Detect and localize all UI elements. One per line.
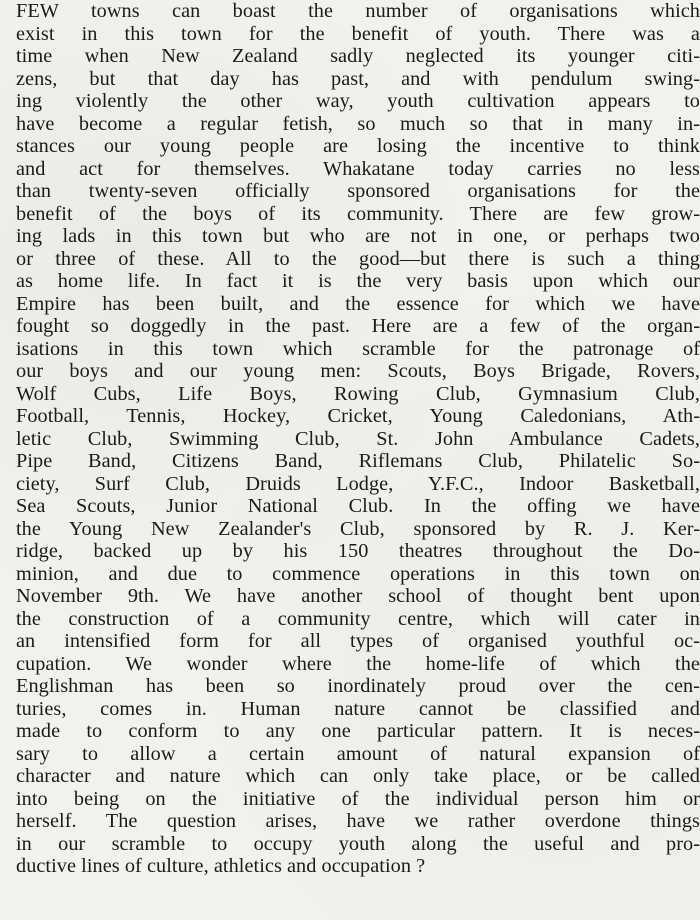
article-body bbox=[16, 0, 700, 878]
article-line: benefit of the boys of its community. There are few grow- bbox=[16, 202, 700, 225]
article-line: time when New Zealand sadly neglected its younger citi- bbox=[16, 45, 700, 67]
article-line: an intensified form for all types of organised youthful oc- bbox=[16, 630, 700, 652]
article-line: zens, but that day has past, and with pendulum swing- bbox=[16, 67, 700, 90]
article-line: ciety, Surf Club, Druids Lodge, Y.F.C., Indoor Basketball, bbox=[16, 472, 700, 495]
article-line: stances our young people are losing the incentive to think bbox=[16, 135, 700, 157]
article-line: the Young New Zealander's Club, sponsored by R. J. Ker- bbox=[16, 517, 700, 540]
article-line: isations in this town which scramble for the patronage of bbox=[16, 337, 700, 360]
article-line: made to conform to any one particular pattern. It is neces- bbox=[16, 720, 700, 742]
article-line: Football, Tennis, Hockey, Cricket, Young Caledonians, Ath- bbox=[16, 405, 700, 427]
article-line: fought so doggedly in the past. Here are a few of the organ- bbox=[16, 315, 700, 337]
article-line: ing lads in this town but who are not in one, or perhaps two bbox=[16, 225, 700, 247]
article-line: ing violently the other way, youth cultivation appears to bbox=[16, 90, 700, 112]
article-line: or three of these. All to the good—but there is such a thing bbox=[16, 247, 700, 270]
article-line: as home life. In fact it is the very basis upon which our bbox=[16, 270, 700, 292]
article-line: in our scramble to occupy youth along the useful and pro- bbox=[16, 832, 700, 855]
article-line: cupation. We wonder where the home-life of which the bbox=[16, 652, 700, 675]
article-line: character and nature which can only take place, or be called bbox=[16, 765, 700, 787]
article-line: Empire has been built, and the essence for which we have bbox=[16, 292, 700, 315]
article-line: minion, and due to commence operations in this town on bbox=[16, 562, 700, 585]
article-line: herself. The question arises, have we rather overdone things bbox=[16, 810, 700, 832]
article-line: and act for themselves. Whakatane today carries no less bbox=[16, 157, 700, 180]
article-line: Englishman has been so inordinately proud over the cen- bbox=[16, 675, 700, 697]
article-line: letic Club, Swimming Club, St. John Ambulance Cadets, bbox=[16, 427, 700, 450]
article-line: into being on the initiative of the individual person him or bbox=[16, 787, 700, 810]
article-line: Sea Scouts, Junior National Club. In the offing we have bbox=[16, 495, 700, 517]
article-line: November 9th. We have another school of thought bent upon bbox=[16, 585, 700, 607]
article-line: exist in this town for the benefit of youth. There was a bbox=[16, 22, 700, 45]
article-line: than twenty-seven officially sponsored organisations for the bbox=[16, 180, 700, 202]
article-line: the construction of a community centre, which will cater in bbox=[16, 607, 700, 630]
article-line: have become a regular fetish, so much so that in many in- bbox=[16, 112, 700, 135]
article-line: sary to allow a certain amount of natural expansion of bbox=[16, 742, 700, 765]
article-line: ductive lines of culture, athletics and occupation ? bbox=[16, 855, 426, 877]
article-line: our boys and our young men: Scouts, Boys Brigade, Rovers, bbox=[16, 360, 700, 382]
article-line: FEW towns can boast the number of organisations which bbox=[16, 0, 700, 22]
article-line: turies, comes in. Human nature cannot be classified and bbox=[16, 697, 700, 720]
article-line: Wolf Cubs, Life Boys, Rowing Club, Gymnasium Club, bbox=[16, 382, 700, 405]
article-line: ridge, backed up by his 150 theatres throughout the Do- bbox=[16, 540, 700, 562]
article-line: Pipe Band, Citizens Band, Riflemans Club, Philatelic So- bbox=[16, 450, 700, 472]
